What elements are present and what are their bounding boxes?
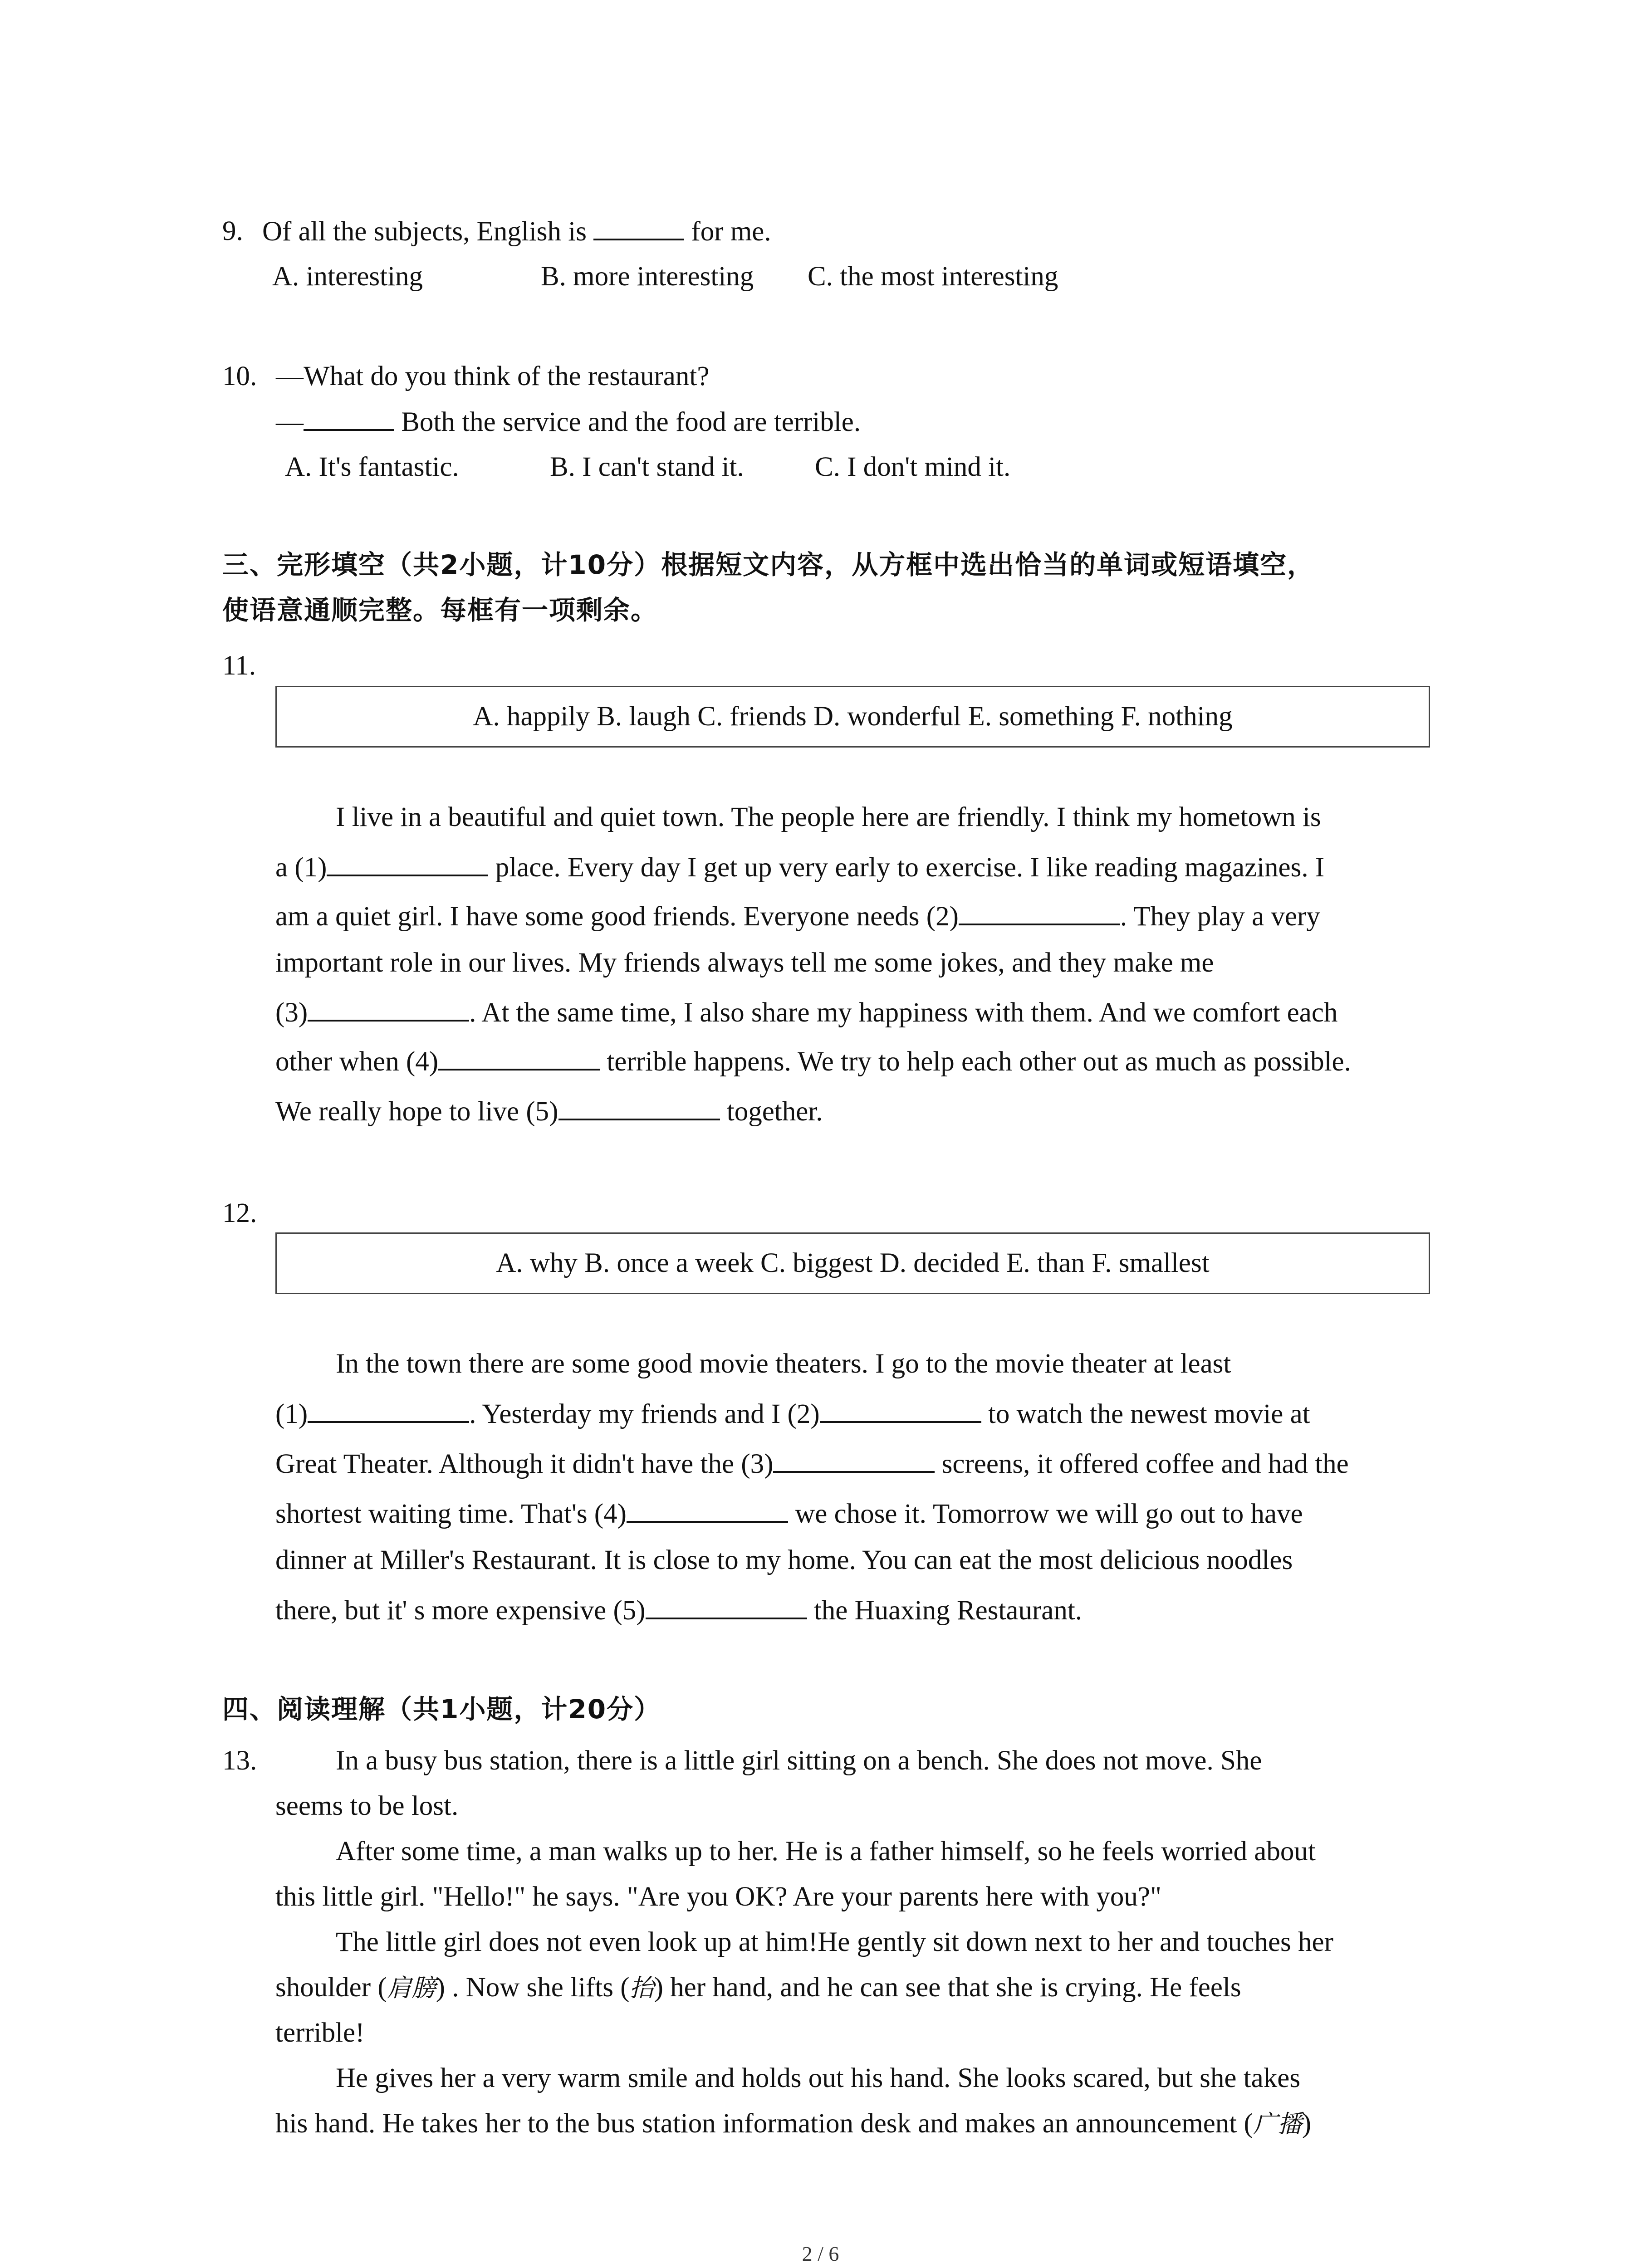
q12-word-box-text: A. why B. once a week C. biggest D. decided E. than F. smallest xyxy=(496,1248,1210,1278)
section3-heading-line2: 使语意通顺完整。每框有一项剩余。 xyxy=(222,595,658,626)
q9-stem-after: for me. xyxy=(691,216,771,247)
q13-line6 xyxy=(275,1970,1241,2006)
q11-para-text: . At the same time, I also share my happiness with them. And we comfort each xyxy=(469,997,1338,1028)
q13-line1: In a busy bus station, there is a little girl sitting on a bench. She does not move. She xyxy=(336,1745,1262,1776)
q13-line7: terrible! xyxy=(275,2018,365,2048)
q12-para-line1: In the town there are some good movie theaters. I go to the movie theater at least xyxy=(336,1349,1231,1379)
q10-option-a: A. It's fantastic. xyxy=(285,452,459,482)
q13-line8: He gives her a very warm smile and holds out his hand. She looks scared, but she takes xyxy=(336,2063,1301,2093)
q11-word-box-text: A. happily B. laugh C. friends D. wonderful E. something F. nothing xyxy=(473,701,1233,732)
q11-para-line1: I live in a beautiful and quiet town. The people here are friendly. I think my hometown is xyxy=(336,802,1321,832)
q11-word-box xyxy=(275,686,1430,748)
q11-para-text: We really hope to live (5) xyxy=(275,1096,558,1127)
q9-option-a: A. interesting xyxy=(272,261,423,292)
q12-blank-2 xyxy=(820,1396,981,1423)
q11-para-line5 xyxy=(275,994,1337,1031)
q10-dash: — xyxy=(276,407,304,437)
q12-para-text: there, but it' s more expensive (5) xyxy=(275,1595,646,1626)
q13-line3: After some time, a man walks up to her. He is a father himself, so he feels worried about xyxy=(336,1836,1316,1867)
q12-blank-4 xyxy=(627,1496,788,1523)
q10-option-c: C. I don't mind it. xyxy=(815,452,1011,482)
q12-blank-3 xyxy=(773,1446,935,1473)
q11-blank-4 xyxy=(438,1043,600,1070)
q9-option-b: B. more interesting xyxy=(541,261,754,292)
q12-para-line2 xyxy=(275,1396,1310,1432)
q12-word-box xyxy=(275,1232,1430,1294)
q11-para-line2 xyxy=(275,849,1324,886)
q11-blank-1 xyxy=(327,849,488,876)
q12-para-line3 xyxy=(275,1446,1349,1482)
q11-para-line3 xyxy=(275,898,1320,935)
q11-blank-3 xyxy=(308,994,469,1022)
q13-text: ) her hand, and he can see that she is crying. He feels xyxy=(654,1972,1241,2003)
page-number: 2 / 6 xyxy=(802,2242,839,2265)
q12-blank-5 xyxy=(646,1592,807,1619)
q12-para-text: (1) xyxy=(275,1399,308,1429)
q13-line9 xyxy=(275,2106,1311,2142)
section4-heading: 四、阅读理解（共1小题，计20分） xyxy=(222,1694,661,1725)
q11-para-text: together. xyxy=(726,1096,823,1127)
q11-number: 11. xyxy=(222,650,256,681)
q11-para-text: terrible happens. We try to help each other out as much as possible. xyxy=(607,1046,1351,1077)
q11-para-text: a (1) xyxy=(275,852,327,883)
q11-para-text: other when (4) xyxy=(275,1046,439,1077)
q12-para-text: we chose it. Tomorrow we will go out to have xyxy=(795,1499,1303,1529)
q13-text: ) xyxy=(1302,2108,1312,2139)
q12-para-text: screens, it offered coffee and had the xyxy=(941,1449,1349,1479)
q10-option-b: B. I can't stand it. xyxy=(550,452,744,482)
q13-gloss-announcement: 广播 xyxy=(1253,2110,1302,2138)
q10-line2-after: Both the service and the food are terrible. xyxy=(401,407,861,437)
q9-blank xyxy=(593,213,684,240)
q13-text: shoulder ( xyxy=(275,1972,387,2003)
q12-para-text: shortest waiting time. That's (4) xyxy=(275,1499,627,1529)
q11-para-line7 xyxy=(275,1093,823,1130)
q13-gloss-shoulder: 肩膀 xyxy=(387,1974,436,2002)
q13-number: 13. xyxy=(222,1745,257,1776)
q12-para-text: to watch the newest movie at xyxy=(988,1399,1310,1429)
q12-blank-1 xyxy=(308,1396,469,1423)
q9-number: 9. xyxy=(222,216,243,246)
q12-para-line4 xyxy=(275,1496,1303,1532)
q12-para-text: . Yesterday my friends and I (2) xyxy=(469,1399,820,1429)
q12-para-text: Great Theater. Although it didn't have the (3) xyxy=(275,1449,774,1479)
q10-line2 xyxy=(276,404,861,440)
q11-para-line4: important role in our lives. My friends always tell me some jokes, and they make me xyxy=(275,948,1214,978)
q13-line2: seems to be lost. xyxy=(275,1791,459,1821)
q10-line1: —What do you think of the restaurant? xyxy=(276,361,710,391)
q11-para-text: am a quiet girl. I have some good friends. Everyone needs (2) xyxy=(275,901,959,932)
q13-gloss-lift: 抬 xyxy=(629,1974,654,2002)
q12-para-line5: dinner at Miller's Restaurant. It is close to my home. You can eat the most delicious noodles xyxy=(275,1545,1293,1575)
q13-line5: The little girl does not even look up at him!He gently sit down next to her and touches her xyxy=(336,1927,1333,1957)
q9-stem-before: Of all the subjects, English is xyxy=(262,216,587,247)
q13-line4: this little girl. "Hello!" he says. "Are you OK? Are your parents here with you?" xyxy=(275,1882,1161,1912)
q9-stem xyxy=(262,213,771,250)
section3-heading-line1: 三、完形填空（共2小题，计10分）根据短文内容，从方框中选出恰当的单词或短语填空， xyxy=(222,549,1315,580)
q11-blank-2 xyxy=(959,898,1120,925)
q11-para-text: . They play a very xyxy=(1120,901,1320,932)
q13-text: ) . Now she lifts ( xyxy=(436,1972,630,2003)
q11-para-line6 xyxy=(275,1043,1351,1080)
q11-blank-5 xyxy=(558,1093,720,1120)
q10-blank xyxy=(304,404,394,431)
q10-number: 10. xyxy=(222,361,257,391)
q12-para-text: the Huaxing Restaurant. xyxy=(813,1595,1083,1626)
q11-para-text: place. Every day I get up very early to exercise. I like reading magazines. I xyxy=(495,852,1325,883)
q12-para-line6 xyxy=(275,1592,1082,1629)
q9-option-c: C. the most interesting xyxy=(808,261,1058,292)
q11-para-text: (3) xyxy=(275,997,308,1028)
q12-number: 12. xyxy=(222,1198,257,1228)
q13-text: his hand. He takes her to the bus station information desk and makes an announcement ( xyxy=(275,2108,1253,2139)
